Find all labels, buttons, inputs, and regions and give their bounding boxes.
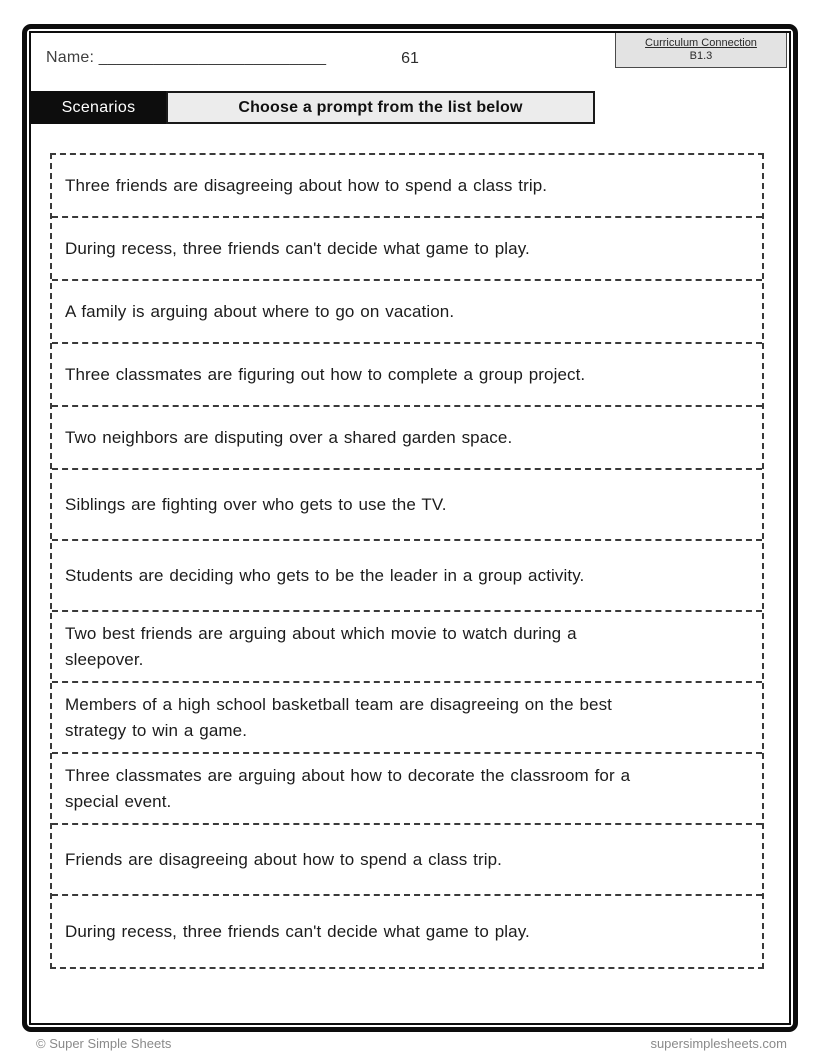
prompt-text: Three classmates are arguing about how to decorate the classroom for a special event. — [65, 765, 631, 811]
worksheet-page — [22, 24, 798, 1032]
prompt-text: Two neighbors are disputing over a shared garden space. — [65, 427, 513, 447]
prompt-text: Two best friends are arguing about which movie to watch during a sleepover. — [65, 623, 577, 669]
curriculum-title: Curriculum Connection — [645, 37, 757, 49]
page-number: 61 — [401, 50, 419, 67]
name-line: _________________________ — [98, 49, 327, 66]
scenarios-tab: Scenarios — [31, 91, 166, 124]
prompt-box[interactable] — [52, 683, 762, 754]
section-header — [31, 91, 595, 124]
page-footer — [36, 1036, 787, 1051]
instruction-box: Choose a prompt from the list below — [166, 91, 595, 124]
prompt-text: Members of a high school basketball team are disagreeing on the best strategy to win a game. — [65, 694, 612, 740]
prompt-box[interactable] — [52, 218, 762, 281]
prompt-text: A family is arguing about where to go on vacation. — [65, 301, 455, 321]
prompts-list — [50, 153, 764, 969]
prompt-box[interactable] — [52, 155, 762, 218]
prompt-text: During recess, three friends can't decide what game to play. — [65, 921, 530, 941]
prompt-box[interactable] — [52, 344, 762, 407]
worksheet-page-inner — [29, 31, 791, 1025]
curriculum-code: B1.3 — [689, 50, 713, 62]
prompt-box[interactable] — [52, 407, 762, 470]
prompt-box[interactable] — [52, 896, 762, 967]
prompt-text: Students are deciding who gets to be the leader in a group activity. — [65, 565, 585, 585]
prompt-box[interactable] — [52, 470, 762, 541]
prompt-box[interactable] — [52, 825, 762, 896]
name-label: Name: — [46, 49, 95, 66]
prompt-text: During recess, three friends can't decide what game to play. — [65, 238, 530, 258]
prompt-box[interactable] — [52, 541, 762, 612]
prompt-box[interactable] — [52, 612, 762, 683]
footer-website: supersimplesheets.com — [650, 1036, 787, 1051]
prompt-text: Friends are disagreeing about how to spend a class trip. — [65, 849, 503, 869]
footer-copyright: © Super Simple Sheets — [36, 1036, 172, 1051]
prompt-box[interactable] — [52, 754, 762, 825]
prompt-text: Three friends are disagreeing about how to spend a class trip. — [65, 175, 548, 195]
prompt-text: Siblings are fighting over who gets to use the TV. — [65, 494, 447, 514]
prompt-box[interactable] — [52, 281, 762, 344]
curriculum-badge — [615, 33, 787, 68]
prompt-text: Three classmates are figuring out how to complete a group project. — [65, 364, 586, 384]
